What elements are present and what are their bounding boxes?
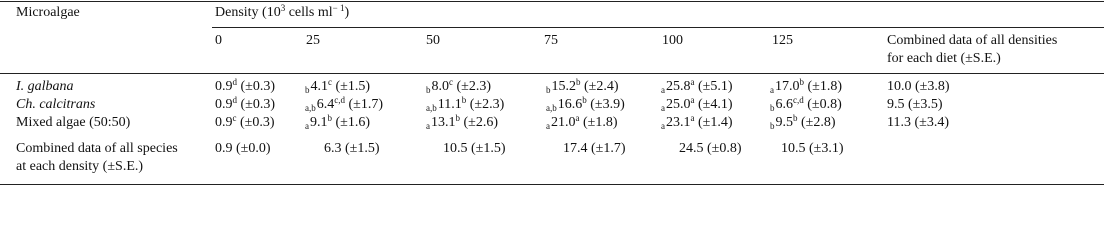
significance-prefix: a — [770, 85, 774, 95]
stub-header: Microalgae — [16, 5, 80, 20]
data-cell — [305, 115, 370, 131]
significance-superscript: b — [455, 113, 460, 123]
cell-standard-error: (±1.8) — [807, 79, 843, 94]
significance-superscript: d — [232, 77, 237, 87]
summary-label-line-2: at each density (±S.E.) — [16, 159, 144, 174]
summary-cell-25: 6.3 (±1.5) — [324, 141, 380, 156]
density-header — [215, 5, 349, 21]
significance-superscript: c — [232, 113, 237, 123]
summary-cell-50: 10.5 (±1.5) — [443, 141, 506, 156]
cell-standard-error: (±1.7) — [348, 97, 384, 112]
cell-value: 6.4 — [316, 97, 335, 112]
data-cell — [215, 79, 275, 95]
significance-prefix: b — [770, 121, 775, 131]
row-combined-value: 11.3 (±3.4) — [887, 115, 949, 130]
column-header-100: 100 — [662, 33, 683, 48]
significance-superscript: b — [461, 95, 467, 105]
summary-cell-100: 24.5 (±0.8) — [679, 141, 742, 156]
significance-superscript: b — [327, 113, 332, 123]
data-cell — [305, 97, 383, 113]
table-bottom-rule — [0, 184, 1104, 185]
cell-value: 17.0 — [775, 79, 800, 94]
cell-value: 6.6 — [775, 97, 793, 112]
data-cell — [305, 79, 370, 95]
combined-header-line-2: for each diet (±S.E.) — [887, 51, 1001, 66]
significance-superscript: a — [690, 95, 695, 105]
significance-prefix: a — [426, 121, 430, 131]
column-header-0: 0 — [215, 33, 222, 48]
summary-cell-75: 17.4 (±1.7) — [563, 141, 626, 156]
significance-prefix: b — [426, 85, 431, 95]
cell-value: 23.1 — [666, 115, 691, 130]
density-header-suffix: cells ml — [285, 5, 333, 20]
data-cell — [770, 97, 842, 113]
significance-prefix: a — [305, 121, 309, 131]
row-label: Mixed algae (50:50) — [16, 115, 131, 130]
significance-superscript: b — [582, 95, 587, 105]
data-cell — [215, 115, 275, 131]
significance-superscript: d — [232, 95, 237, 105]
significance-superscript: c,d — [793, 95, 804, 105]
data-cell — [546, 115, 618, 131]
data-cell — [546, 97, 625, 113]
cell-standard-error: (±0.3) — [240, 79, 276, 94]
significance-prefix: a,b — [426, 103, 437, 113]
cell-value: 8.0 — [431, 79, 449, 94]
significance-superscript: a — [575, 113, 580, 123]
summary-cell-125: 10.5 (±3.1) — [781, 141, 844, 156]
cell-value: 13.1 — [431, 115, 456, 130]
data-cell — [661, 79, 733, 95]
data-cell — [426, 115, 498, 131]
significance-superscript: b — [576, 77, 581, 87]
significance-prefix: a — [661, 85, 665, 95]
cell-standard-error: (±2.3) — [469, 97, 505, 112]
cell-standard-error: (±0.3) — [240, 97, 276, 112]
cell-standard-error: (±2.3) — [456, 79, 492, 94]
column-header-125: 125 — [772, 33, 793, 48]
cell-value: 0.9 — [215, 115, 233, 130]
cell-standard-error: (±0.3) — [240, 115, 275, 130]
column-header-25: 25 — [306, 33, 320, 48]
cell-value: 11.1 — [437, 97, 462, 112]
significance-prefix: a — [661, 103, 665, 113]
significance-prefix: a,b — [546, 103, 557, 113]
data-cell — [215, 97, 275, 113]
column-header-75: 75 — [544, 33, 558, 48]
cell-standard-error: (±5.1) — [698, 79, 733, 94]
row-combined-value: 9.5 (±3.5) — [887, 97, 943, 112]
significance-superscript: c — [449, 77, 453, 87]
significance-prefix: a — [546, 121, 550, 131]
cell-standard-error: (±1.4) — [698, 115, 733, 130]
cell-value: 25.8 — [666, 79, 691, 94]
significance-superscript: c — [328, 77, 332, 87]
data-cell — [770, 115, 836, 131]
cell-value: 25.0 — [666, 97, 691, 112]
cell-standard-error: (±0.8) — [807, 97, 842, 112]
density-header-exp: 3 — [280, 3, 286, 13]
significance-prefix: a,b — [305, 103, 316, 113]
column-header-50: 50 — [426, 33, 440, 48]
summary-cell-0: 0.9 (±0.0) — [215, 141, 271, 156]
cell-value: 16.6 — [557, 97, 583, 112]
significance-superscript: a — [690, 77, 695, 87]
cell-standard-error: (±2.8) — [801, 115, 836, 130]
cell-value: 21.0 — [551, 115, 576, 130]
significance-prefix: a — [661, 121, 665, 131]
cell-value: 4.1 — [310, 79, 328, 94]
row-label: I. galbana — [16, 79, 74, 94]
significance-superscript: b — [793, 113, 798, 123]
cell-value: 15.2 — [551, 79, 576, 94]
cell-value: 0.9 — [215, 97, 233, 112]
summary-label-line-1: Combined data of all species — [16, 141, 178, 156]
cell-standard-error: (±1.8) — [583, 115, 618, 130]
cell-standard-error: (±2.6) — [463, 115, 499, 130]
significance-prefix: b — [770, 103, 775, 113]
density-header-close: ) — [344, 5, 350, 20]
cell-standard-error: (±3.9) — [590, 97, 625, 112]
data-cell — [426, 79, 491, 95]
row-label: Ch. calcitrans — [16, 97, 96, 112]
significance-prefix: b — [305, 85, 310, 95]
table-top-rule — [0, 1, 1104, 2]
density-header-unit-exp: − 1 — [332, 3, 345, 13]
cell-value: 9.5 — [775, 115, 793, 130]
data-cell — [426, 97, 504, 113]
table-header-rule — [0, 73, 1104, 74]
significance-prefix: b — [546, 85, 551, 95]
cell-value: 0.9 — [215, 79, 233, 94]
data-cell — [661, 97, 733, 113]
cell-standard-error: (±1.6) — [335, 115, 371, 130]
cell-standard-error: (±4.1) — [698, 97, 733, 112]
combined-header-line-1: Combined data of all densities — [887, 33, 1058, 48]
significance-superscript: c,d — [334, 95, 345, 105]
cell-standard-error: (±1.5) — [335, 79, 371, 94]
cell-standard-error: (±2.4) — [584, 79, 619, 94]
data-cell — [770, 79, 842, 95]
significance-superscript: b — [799, 77, 804, 87]
data-cell — [546, 79, 619, 95]
density-header-prefix: Density (10 — [215, 5, 281, 20]
significance-superscript: a — [690, 113, 695, 123]
cell-value: 9.1 — [310, 115, 328, 130]
data-cell — [661, 115, 733, 131]
density-header-rule — [212, 27, 1104, 28]
row-combined-value: 10.0 (±3.8) — [887, 79, 950, 94]
